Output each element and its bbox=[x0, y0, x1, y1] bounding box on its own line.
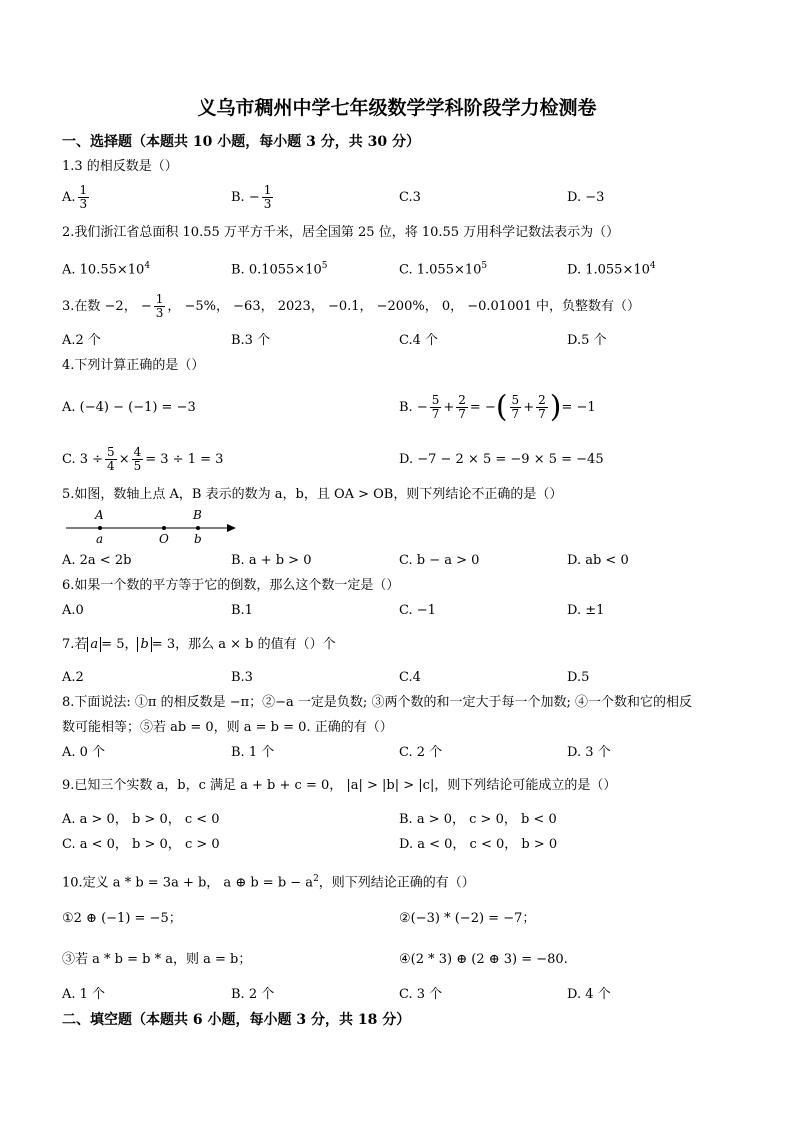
q3-option-a[interactable]: A.2 个 bbox=[62, 333, 101, 348]
q5-option-a[interactable]: A. 2a < 2b bbox=[62, 553, 132, 568]
origin-dot bbox=[162, 526, 166, 530]
q4-option-c[interactable]: C. 3 ÷ $\frac{5}{4}$ × $\frac{4}{5}$ = 3 ÷ 1 = 3 bbox=[62, 445, 224, 473]
q8-option-c[interactable]: C. 2 个 bbox=[399, 745, 443, 760]
page-title: 义乌市稠州中学七年级数学学科阶段学力检测卷 bbox=[197, 97, 597, 119]
question-8-line-2: 数可能相等；⑤若 ab = 0，则 a = b = 0. 正确的有（） bbox=[62, 720, 393, 735]
fraction: $\frac{4}{5}$ bbox=[133, 445, 142, 473]
section-heading-choice: 一、选择题（本题共 10 小题，每小题 3 分，共 30 分） bbox=[62, 134, 420, 150]
q10-option-d[interactable]: D. 4 个 bbox=[567, 987, 611, 1002]
point-b-dot bbox=[196, 526, 200, 530]
question-8-line-1: 8.下面说法: ①π 的相反数是 −π；②−a 一定是负数; ③两个数的和一定大于每一个加数; ④一个数和它的相反 bbox=[62, 695, 692, 710]
q9-option-d[interactable]: D. a < 0， c < 0， b > 0 bbox=[399, 837, 558, 852]
q1-option-a[interactable] bbox=[62, 181, 91, 215]
q9-option-a[interactable]: A. a > 0， b > 0， c < 0 bbox=[62, 812, 220, 827]
option-label: B. − bbox=[231, 190, 260, 205]
question-4-stem: 4.下列计算正确的是（） bbox=[62, 358, 205, 373]
q10-option-a[interactable]: A. 1 个 bbox=[62, 987, 106, 1002]
label-b: b bbox=[194, 532, 202, 546]
label-a: a bbox=[96, 532, 104, 546]
q5-option-b[interactable]: B. a + b > 0 bbox=[231, 553, 312, 568]
q10-statement-1: ①2 ⊕ (−1) = −5； bbox=[62, 911, 182, 926]
q6-option-d[interactable]: D. ±1 bbox=[567, 603, 605, 618]
option-label: A. bbox=[62, 190, 76, 205]
q9-option-c[interactable]: C. a < 0， b > 0， c > 0 bbox=[62, 837, 220, 852]
abs-value-a: a bbox=[87, 637, 101, 652]
abs-value-b: b bbox=[137, 637, 151, 652]
label-B: B bbox=[193, 508, 202, 522]
question-3-stem: 3.在数 −2， − $\frac{1}{3}$ ， −5%， −63， 2023， −0.1， −200%， 0， −0.01001 中，负整数有（） bbox=[62, 292, 641, 320]
number-line-figure bbox=[62, 507, 242, 547]
question-7-stem: 7.若 a = 5， b = 3，那么 a × b 的值有（）个 bbox=[62, 637, 336, 652]
fraction: $\frac{1}{3}$ bbox=[79, 183, 88, 211]
q6-option-b[interactable]: B.1 bbox=[231, 603, 253, 618]
fraction: $\frac{1}{3}$ bbox=[155, 292, 164, 320]
q2-option-b[interactable]: B. $0.1055\times 10^5$ bbox=[231, 261, 328, 278]
q4-option-d[interactable]: D. −7 − 2 × 5 = −9 × 5 = −45 bbox=[399, 452, 604, 467]
q3-option-d[interactable]: D.5 个 bbox=[567, 333, 607, 348]
q9-option-b[interactable]: B. a > 0， c > 0， b < 0 bbox=[399, 812, 557, 827]
q2-option-a[interactable]: A. $10.55\times 10^4$ bbox=[62, 261, 151, 278]
left-paren: ( bbox=[495, 389, 508, 425]
right-paren: ) bbox=[549, 389, 562, 425]
q7-option-c[interactable]: C.4 bbox=[399, 670, 421, 685]
label-O: O bbox=[159, 532, 169, 546]
question-9-stem: 9.已知三个实数 a，b，c 满足 a + b + c = 0， |a| > |b| > |c|，则下列结论可能成立的是（） bbox=[62, 778, 617, 793]
q7-option-b[interactable]: B.3 bbox=[231, 670, 253, 685]
q8-option-a[interactable]: A. 0 个 bbox=[62, 745, 106, 760]
question-2-stem: 2.我们浙江省总面积 10.55 万平方千米，居全国第 25 位，将 10.55 万用科学记数法表示为（） bbox=[62, 225, 620, 240]
q10-option-b[interactable]: B. 2 个 bbox=[231, 987, 275, 1002]
q1-option-b[interactable] bbox=[231, 181, 275, 215]
q1-option-d[interactable]: D. −3 bbox=[567, 190, 605, 205]
q3-option-c[interactable]: C.4 个 bbox=[399, 333, 439, 348]
q6-option-c[interactable]: C. −1 bbox=[399, 603, 436, 618]
q8-option-b[interactable]: B. 1 个 bbox=[231, 745, 275, 760]
fraction: $\frac{2}{7}$ bbox=[538, 393, 546, 421]
q2-option-d[interactable]: D. $1.055\times 10^4$ bbox=[567, 261, 656, 278]
q10-statement-4: ④(2 * 3) ⊕ (2 ⊕ 3) = −80. bbox=[399, 952, 568, 967]
q6-option-a[interactable]: A.0 bbox=[62, 603, 84, 618]
section-heading-fill-in: 二、填空题（本题共 6 小题，每小题 3 分，共 18 分） bbox=[62, 1012, 411, 1028]
q3-option-b[interactable]: B.3 个 bbox=[231, 333, 271, 348]
q10-option-c[interactable]: C. 3 个 bbox=[399, 987, 443, 1002]
arrow-icon bbox=[227, 524, 236, 532]
label-A: A bbox=[95, 508, 104, 522]
fraction: $\frac{2}{7}$ bbox=[458, 393, 466, 421]
point-a-dot bbox=[98, 526, 102, 530]
q10-statement-2: ②(−3) * (−2) = −7； bbox=[399, 911, 536, 926]
q4-option-b[interactable]: B. − $\frac{5}{7}$ + $\frac{2}{7}$ = −( $\frac{5}{7}$ + $\frac{2}{7}$ )= −1 bbox=[399, 389, 596, 425]
fraction: $\frac{1}{3}$ bbox=[263, 183, 272, 211]
q4-option-a[interactable]: A. (−4) − (−1) = −3 bbox=[62, 400, 196, 415]
fraction: $\frac{5}{7}$ bbox=[431, 393, 440, 421]
q7-option-a[interactable]: A.2 bbox=[62, 670, 84, 685]
question-5-stem: 5.如图，数轴上点 A，B 表示的数为 a，b，且 OA > OB，则下列结论不正确的是（） bbox=[62, 487, 563, 502]
q10-statement-3: ③若 a * b = b * a，则 a = b； bbox=[62, 952, 252, 967]
question-1-stem: 1.3 的相反数是（） bbox=[62, 159, 178, 174]
fraction: $\frac{5}{4}$ bbox=[107, 445, 115, 473]
q5-option-c[interactable]: C. b − a > 0 bbox=[399, 553, 480, 568]
q7-option-d[interactable]: D.5 bbox=[567, 670, 590, 685]
q5-option-d[interactable]: D. ab < 0 bbox=[567, 553, 629, 568]
fraction: $\frac{5}{7}$ bbox=[511, 393, 520, 421]
question-10-stem: 10.定义 a * b = 3a + b， a ⊕ $b = b - a^2$，则下列结论正确的有（） bbox=[62, 874, 475, 891]
q8-option-d[interactable]: D. 3 个 bbox=[567, 745, 611, 760]
q1-option-c[interactable]: C.3 bbox=[399, 190, 421, 205]
question-6-stem: 6.如果一个数的平方等于它的倒数，那么这个数一定是（） bbox=[62, 578, 400, 593]
q2-option-c[interactable]: C. $1.055\times 10^5$ bbox=[399, 261, 488, 278]
